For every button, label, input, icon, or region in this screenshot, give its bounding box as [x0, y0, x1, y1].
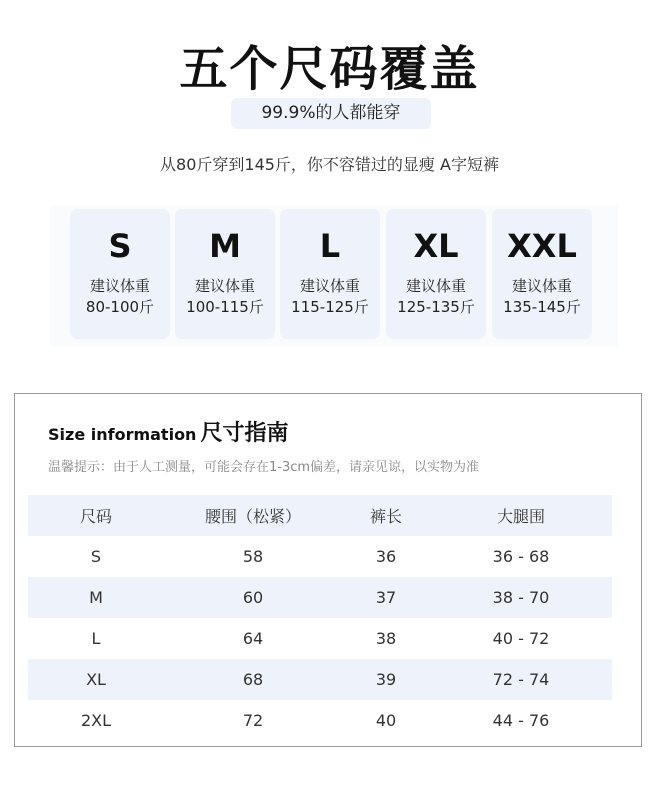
table-cell: M	[89, 588, 103, 607]
weight-label: 建议体重	[89, 277, 150, 295]
table-cell: 72	[242, 711, 264, 730]
table-row	[28, 577, 612, 618]
table-cell: 37	[375, 588, 397, 607]
table-cell: 68	[242, 670, 264, 689]
table-row	[28, 536, 612, 577]
weight-range: 115-125斤	[291, 298, 369, 316]
size-card-s	[70, 209, 170, 339]
table-cell: 44 - 76	[492, 711, 550, 730]
table-row	[28, 700, 612, 741]
size-label: S	[108, 227, 132, 265]
weight-label: 建议体重	[299, 277, 360, 295]
weight-label: 建议体重	[194, 277, 255, 295]
size-info-heading	[48, 416, 288, 447]
subtitle-badge: 99.9%的人都能穿	[231, 98, 431, 129]
weight-range: 135-145斤	[503, 298, 581, 316]
table-cell: 36 - 68	[492, 547, 550, 566]
size-card-l	[280, 209, 380, 339]
heading-chinese: 尺寸指南	[200, 421, 289, 446]
table-row	[28, 618, 612, 659]
table-cell: 40	[375, 711, 397, 730]
page-title: 五个尺码覆盖	[179, 41, 480, 97]
column-header: 裤长	[369, 507, 402, 526]
weight-label: 建议体重	[405, 277, 466, 295]
table-cell: 64	[242, 629, 264, 648]
table-cell: XL	[86, 670, 106, 689]
column-header: 尺码	[79, 507, 112, 526]
table-cell: 2XL	[80, 711, 112, 730]
size-table	[28, 495, 612, 741]
table-cell: 36	[375, 547, 397, 566]
size-card-xxl	[492, 209, 592, 339]
tagline: 从80斤穿到145斤，你不容错过的显瘦 A字短裤	[160, 155, 499, 174]
weight-range: 125-135斤	[397, 298, 475, 316]
heading-english: Size information	[48, 425, 197, 444]
table-row	[28, 659, 612, 700]
table-cell: 38	[375, 629, 397, 648]
table-cell: 38 - 70	[492, 588, 550, 607]
size-info-panel	[14, 393, 642, 747]
table-cell: 60	[242, 588, 264, 607]
table-cell: L	[91, 629, 101, 648]
table-cell: 40 - 72	[492, 629, 550, 648]
table-cell: 72 - 74	[492, 670, 550, 689]
column-header: 腰围（松紧）	[204, 507, 301, 526]
weight-range: 80-100斤	[85, 298, 155, 316]
weight-range: 100-115斤	[186, 298, 264, 316]
measurement-note: 温馨提示：由于人工测量，可能会存在1-3cm偏差，请亲见谅，以实物为准	[48, 460, 480, 475]
size-cards	[50, 206, 618, 346]
table-cell: S	[90, 547, 102, 566]
column-header: 大腿围	[496, 507, 545, 526]
table-cell: 39	[375, 670, 397, 689]
size-label: XXL	[507, 227, 577, 265]
table-cell: 58	[242, 547, 264, 566]
weight-label: 建议体重	[511, 277, 572, 295]
size-label: M	[209, 227, 241, 265]
size-label: L	[319, 227, 341, 265]
size-label: XL	[413, 227, 459, 265]
size-card-m	[175, 209, 275, 339]
table-header-row	[28, 495, 612, 536]
size-card-xl	[386, 209, 486, 339]
